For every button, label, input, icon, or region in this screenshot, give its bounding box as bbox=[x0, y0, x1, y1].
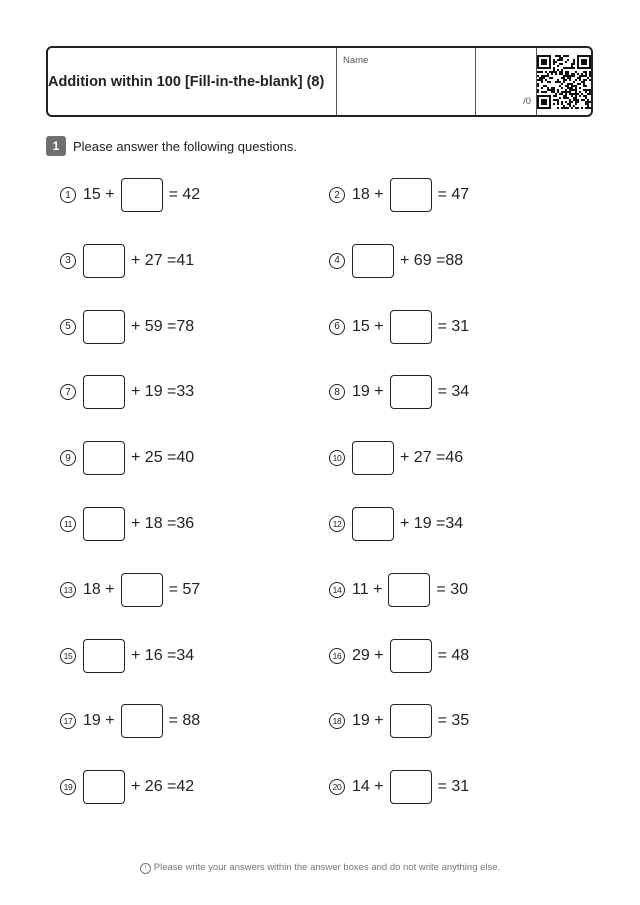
problem-9: 9 + 25 = 40 bbox=[60, 440, 194, 476]
addend: 19 bbox=[413, 515, 432, 532]
sum: 47 bbox=[451, 186, 470, 203]
addend: 19 bbox=[83, 712, 101, 730]
problem-number: 6 bbox=[329, 319, 345, 335]
problem-number: 18 bbox=[329, 713, 345, 729]
problem-20: 20 14 + = 31 bbox=[329, 769, 469, 805]
answer-box[interactable] bbox=[388, 573, 430, 607]
answer-box[interactable] bbox=[83, 310, 125, 344]
sum: 57 bbox=[182, 580, 201, 598]
addend: 19 bbox=[352, 712, 370, 730]
answer-box[interactable] bbox=[390, 375, 432, 409]
sum: 31 bbox=[451, 778, 470, 796]
addend: 18 bbox=[144, 515, 163, 532]
footer-note-text: Please write your answers within the answer boxes and do not write anything else. bbox=[153, 862, 501, 873]
answer-box[interactable] bbox=[83, 639, 125, 673]
problem-2: 2 18 + = 47 bbox=[329, 177, 469, 213]
problem-1: 1 15 + = 42 bbox=[60, 177, 200, 213]
sum: 34 bbox=[445, 515, 464, 532]
problem-number: 7 bbox=[60, 384, 76, 400]
problem-5: 5 + 59 = 78 bbox=[60, 309, 194, 345]
addend: 15 bbox=[352, 317, 370, 335]
answer-box[interactable] bbox=[83, 441, 125, 475]
problem-number: 19 bbox=[60, 779, 76, 795]
problem-19: 19 + 26 = 42 bbox=[60, 769, 194, 805]
problem-number: 16 bbox=[329, 648, 345, 664]
sum: 88 bbox=[445, 251, 464, 269]
problem-number: 3 bbox=[60, 253, 76, 269]
answer-box[interactable] bbox=[83, 770, 125, 804]
answer-box[interactable] bbox=[121, 704, 163, 738]
addend: 27 bbox=[144, 251, 163, 269]
problem-number: 11 bbox=[60, 516, 76, 532]
qr-code-icon bbox=[537, 55, 591, 109]
answer-box[interactable] bbox=[83, 507, 125, 541]
addend: 19 bbox=[144, 383, 163, 401]
problem-number: 10 bbox=[329, 450, 345, 466]
addend: 69 bbox=[413, 251, 432, 269]
addend: 18 bbox=[83, 580, 101, 598]
answer-box[interactable] bbox=[121, 573, 163, 607]
sum: 35 bbox=[451, 712, 470, 730]
answer-box[interactable] bbox=[121, 178, 163, 212]
answer-box[interactable] bbox=[83, 375, 125, 409]
sum: 46 bbox=[445, 449, 464, 467]
problem-15: 15 + 16 = 34 bbox=[60, 638, 194, 674]
problem-number: 13 bbox=[60, 582, 76, 598]
problem-number: 5 bbox=[60, 319, 76, 335]
worksheet-title: Addition within 100 [Fill-in-the-blank] (8) bbox=[48, 48, 337, 115]
problem-11: 11 + 18 = 36 bbox=[60, 506, 194, 542]
addend: 16 bbox=[144, 646, 163, 664]
addend: 14 bbox=[352, 778, 370, 796]
problem-number: 2 bbox=[329, 187, 345, 203]
addend: 26 bbox=[144, 778, 163, 796]
problem-number: 4 bbox=[329, 253, 345, 269]
answer-box[interactable] bbox=[83, 244, 125, 278]
problem-7: 7 + 19 = 33 bbox=[60, 374, 194, 410]
sum: 42 bbox=[182, 186, 201, 203]
addend: 25 bbox=[144, 449, 163, 467]
answer-box[interactable] bbox=[352, 244, 394, 278]
problem-number: 15 bbox=[60, 648, 76, 664]
sum: 48 bbox=[451, 646, 470, 664]
problem-6: 6 15 + = 31 bbox=[329, 309, 469, 345]
problem-16: 16 29 + = 48 bbox=[329, 638, 469, 674]
sum: 36 bbox=[176, 515, 195, 532]
addend: 11 bbox=[352, 580, 369, 598]
sum: 40 bbox=[176, 449, 195, 467]
answer-box[interactable] bbox=[352, 441, 394, 475]
problem-12: 12 + 19 = 34 bbox=[329, 506, 463, 542]
answer-box[interactable] bbox=[390, 639, 432, 673]
problem-number: 9 bbox=[60, 450, 76, 466]
section-number: 1 bbox=[46, 136, 66, 156]
sum: 30 bbox=[450, 580, 468, 598]
sum: 88 bbox=[182, 712, 201, 730]
problem-number: 12 bbox=[329, 516, 345, 532]
problem-3: 3 + 27 = 41 bbox=[60, 243, 194, 279]
addend: 29 bbox=[352, 646, 370, 664]
footer-note bbox=[0, 862, 640, 874]
qr-code bbox=[537, 48, 591, 115]
worksheet-header bbox=[46, 46, 593, 117]
score-total: /0 bbox=[523, 96, 531, 107]
sum: 78 bbox=[176, 317, 195, 335]
answer-box[interactable] bbox=[352, 507, 394, 541]
sum: 42 bbox=[176, 778, 195, 796]
addend: 19 bbox=[352, 383, 370, 401]
problem-4: 4 + 69 = 88 bbox=[329, 243, 463, 279]
problem-18: 18 19 + = 35 bbox=[329, 703, 469, 739]
problem-number: 20 bbox=[329, 779, 345, 795]
addend: 27 bbox=[413, 449, 432, 467]
answer-box[interactable] bbox=[390, 770, 432, 804]
problem-17: 17 19 + = 88 bbox=[60, 703, 200, 739]
addend: 18 bbox=[352, 186, 370, 203]
sum: 41 bbox=[176, 251, 195, 269]
score-field bbox=[476, 48, 537, 115]
sum: 33 bbox=[176, 383, 195, 401]
name-label: Name bbox=[343, 55, 369, 66]
sum: 34 bbox=[451, 383, 470, 401]
section-header bbox=[46, 136, 297, 156]
problem-number: 17 bbox=[60, 713, 76, 729]
sum: 31 bbox=[451, 317, 470, 335]
addend: 59 bbox=[144, 317, 163, 335]
addend: 15 bbox=[83, 186, 101, 203]
answer-box[interactable] bbox=[390, 178, 432, 212]
problem-10: 10 + 27 = 46 bbox=[329, 440, 463, 476]
info-icon: ! bbox=[140, 863, 151, 874]
answer-box[interactable] bbox=[390, 310, 432, 344]
name-field[interactable] bbox=[337, 48, 476, 115]
problem-14: 14 11 + = 30 bbox=[329, 572, 468, 608]
problem-8: 8 19 + = 34 bbox=[329, 374, 469, 410]
answer-box[interactable] bbox=[390, 704, 432, 738]
section-instruction: Please answer the following questions. bbox=[73, 138, 298, 154]
sum: 34 bbox=[176, 646, 195, 664]
problem-number: 14 bbox=[329, 582, 345, 598]
problem-number: 1 bbox=[60, 187, 76, 203]
problem-number: 8 bbox=[329, 384, 345, 400]
problem-13: 13 18 + = 57 bbox=[60, 572, 200, 608]
